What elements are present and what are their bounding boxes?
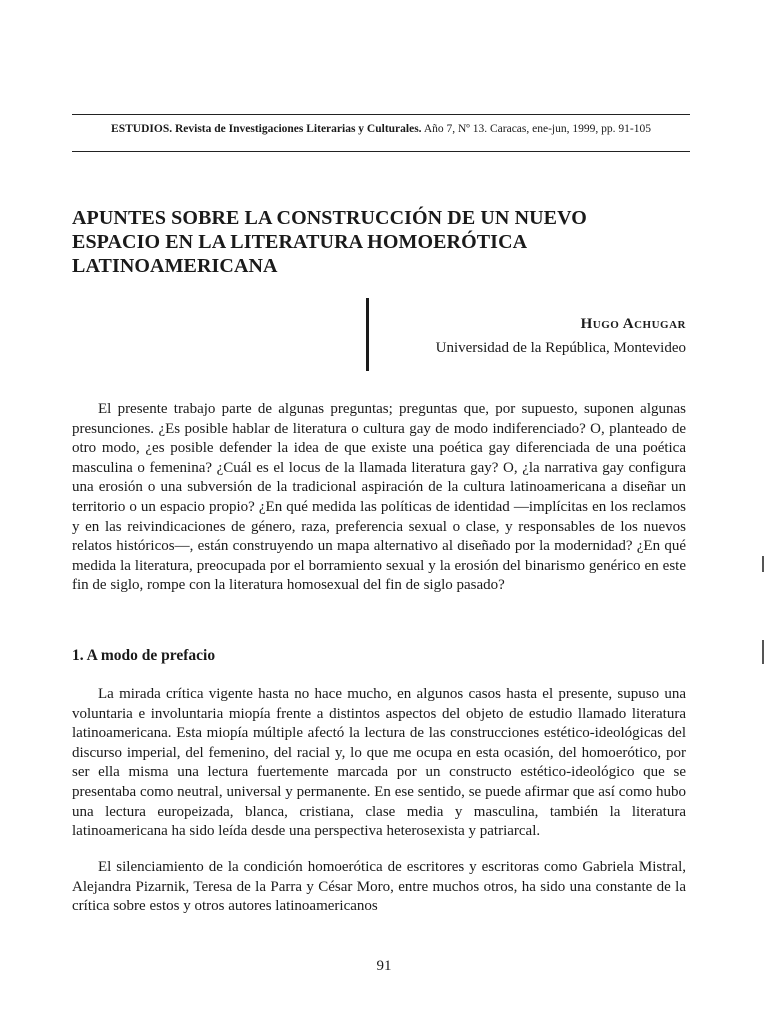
journal-name: ESTUDIOS.: [111, 123, 173, 135]
intro-paragraph: El presente trabajo parte de algunas preguntas; preguntas que, por supuesto, suponen algunas presunciones. ¿Es posible hablar de literatura o cultura gay de modo indiferenciado? O, planteado de otro modo, ¿es posible defender la idea de que existe una poética gay diferenciada de una poética masculina o femenina? ¿Cuál es el locus de la llamada literatura gay? O, ¿la narrativa gay configura una erosión o una subversión de la tradicional aspiración de la cultura latinoamericana a diseñar un territorio o un espacio propio? ¿En qué medida las políticas de identidad —implícitas en los reclamos y en las reivindicaciones de género, raza, preferencia sexual o clase, y responsables de los nuevos relatos históricos—, están construyendo un mapa alternativo al diseñado por la modernidad? ¿En qué medida la literatura, preocupada por el borramiento sexual y la erosión del binarismo genérico en este fin de siglo, rompe con la literatura homosexual del fin de siglo pasado?: [72, 401, 686, 594]
title-line-2: ESPACIO EN LA LITERATURA HOMOERÓTICA: [72, 231, 528, 253]
header-bottom-rule: [72, 151, 690, 152]
title-line-1: APUNTES SOBRE LA CONSTRUCCIÓN DE UN NUEVO: [72, 207, 587, 229]
author-divider-bar: [366, 298, 369, 371]
header-top-rule: [72, 114, 690, 115]
article-title: [72, 206, 682, 278]
section-heading: 1. A modo de prefacio: [72, 647, 216, 664]
journal-subtitle: Revista de Investigaciones Literarias y Culturales.: [174, 123, 422, 135]
section-paragraph-2: El silenciamiento de la condición homoerótica de escritores y escritoras como Gabriela Mistral, Alejandra Pizarnik, Teresa de la Parra y César Moro, entre muchos otros, ha sido una constante de la crítica sobre estos y otros autores latinoamericanos: [72, 859, 686, 915]
author-affiliation: Universidad de la República, Montevideo: [435, 340, 686, 356]
journal-header: [72, 121, 690, 137]
title-line-3: LATINOAMERICANA: [72, 255, 278, 277]
issue-info: Año 7, Nº 13. Caracas, ene-jun, 1999, pp. 91-105: [423, 123, 651, 135]
scan-margin-mark: [762, 556, 764, 572]
author-name: Hugo Achugar: [580, 316, 686, 332]
section-paragraph-1: La mirada crítica vigente hasta no hace mucho, en algunos casos hasta el presente, supuso una voluntaria e involuntaria miopía frente a distintos aspectos del objeto de estudio llamado literatura latinoamericana. Esta miopía múltiple afectó la lectura de las construcciones estético-ideológicas del discurso imperial, del femenino, del racial y, lo que me ocupa en esta ocasión, del homoerótico, por ser ella misma una lectura fuertemente marcada por un constructo estético-ideológico que se presentaba como neutral, universal y permanente. En ese sentido, se puede afirmar que así como hubo una lectura europeizada, blanca, cristiana, clase media y masculina, también la literatura latinoamericana ha sido leída desde una perspectiva heterosexista y patriarcal.: [72, 686, 686, 840]
scan-margin-mark: [762, 640, 764, 664]
page-number: 91: [376, 958, 392, 974]
